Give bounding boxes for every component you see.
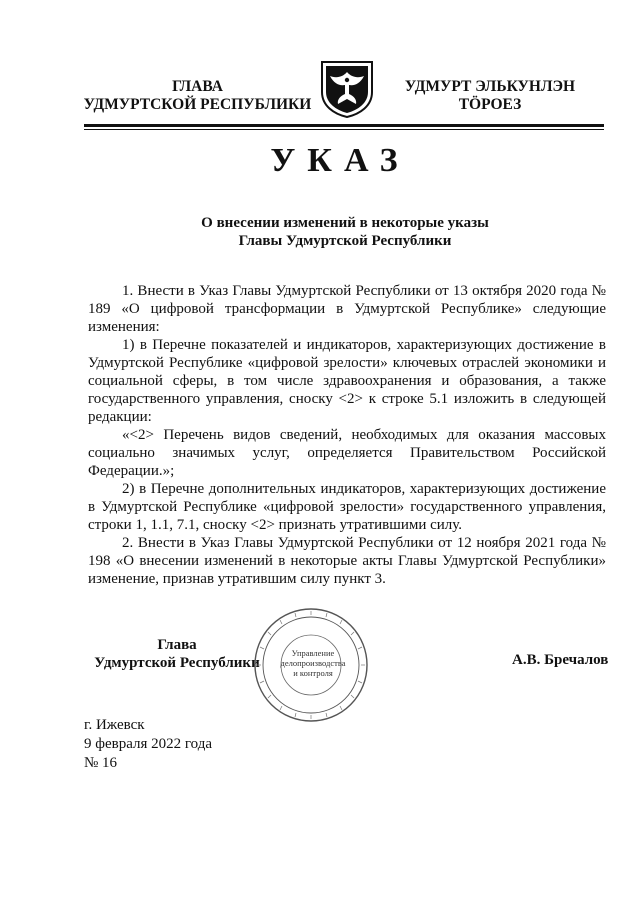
subject-line1: О внесении изменений в некоторые указы bbox=[201, 215, 489, 231]
seal-line3: и контроля bbox=[293, 668, 333, 678]
paragraph-1-2: 2) в Перечне дополнительных индикаторов, характеризующих достижение в Удмуртской Республике «цифровой зрелости» государственного управления, строки 1, 1.1, 7.1, сноску <2> признать утратившими силу. bbox=[88, 481, 606, 533]
header-left-line2: УДМУРТСКОЙ РЕСПУБЛИКИ bbox=[83, 96, 312, 113]
place-date-number bbox=[84, 716, 212, 773]
seal-line2: делопроизводства bbox=[280, 658, 346, 668]
udmurt-emblem-icon bbox=[318, 58, 376, 118]
decree-date: 9 февраля 2022 года bbox=[84, 736, 213, 752]
seal-inner-text bbox=[278, 648, 348, 678]
signatory-name: А.В. Бречалов bbox=[512, 652, 609, 668]
document-body bbox=[88, 282, 606, 588]
paragraph-1: 1. Внести в Указ Главы Удмуртской Республики от 13 октября 2020 года № 189 «О цифровой трансформации в Удмуртской Республике» следующие изменения: bbox=[88, 283, 606, 335]
place-city: г. Ижевск bbox=[84, 717, 145, 733]
decree-number: № 16 bbox=[84, 755, 118, 771]
header-rule-thick bbox=[84, 124, 604, 127]
paragraph-footnote: «<2> Перечень видов сведений, необходимых для оказания массовых социально значимых услуг, определяется Правительством Российской Федерации.»; bbox=[88, 427, 606, 479]
document-title: УКАЗ bbox=[270, 142, 410, 179]
paragraph-2: 2. Внести в Указ Главы Удмуртской Республики от 12 ноября 2021 года № 198 «О внесении изменений в некоторые акты Главы Удмуртской Республики» изменение, признав утратившим силу пункт 3. bbox=[88, 535, 606, 587]
header-right bbox=[395, 78, 585, 114]
header-right-line2: ТӦРОЕЗ bbox=[458, 96, 522, 113]
subject-line2: Главы Удмуртской Республики bbox=[238, 233, 452, 249]
signatory-position-line1: Глава bbox=[157, 637, 197, 653]
signatory-position-line2: Удмуртской Республики bbox=[94, 655, 260, 671]
header-left-line1: ГЛАВА bbox=[172, 78, 223, 95]
header-left bbox=[75, 78, 320, 114]
header-right-line1: УДМУРТ ЭЛЬКУНЛЭН bbox=[404, 78, 576, 95]
header-rule-thin bbox=[84, 129, 604, 130]
paragraph-1-1: 1) в Перечне показателей и индикаторов, характеризующих достижение в Удмуртской Республике «цифровой зрелости» ключевых отраслей экономики и социальной сферы, в том числе здравоохранения и образования, а также государственного управления, сноску <2> к строке 5.1 изложить в следующей редакции: bbox=[88, 337, 606, 425]
signatory-position bbox=[92, 636, 262, 672]
document-subject bbox=[150, 214, 540, 250]
seal-line1: Управление bbox=[291, 648, 335, 658]
